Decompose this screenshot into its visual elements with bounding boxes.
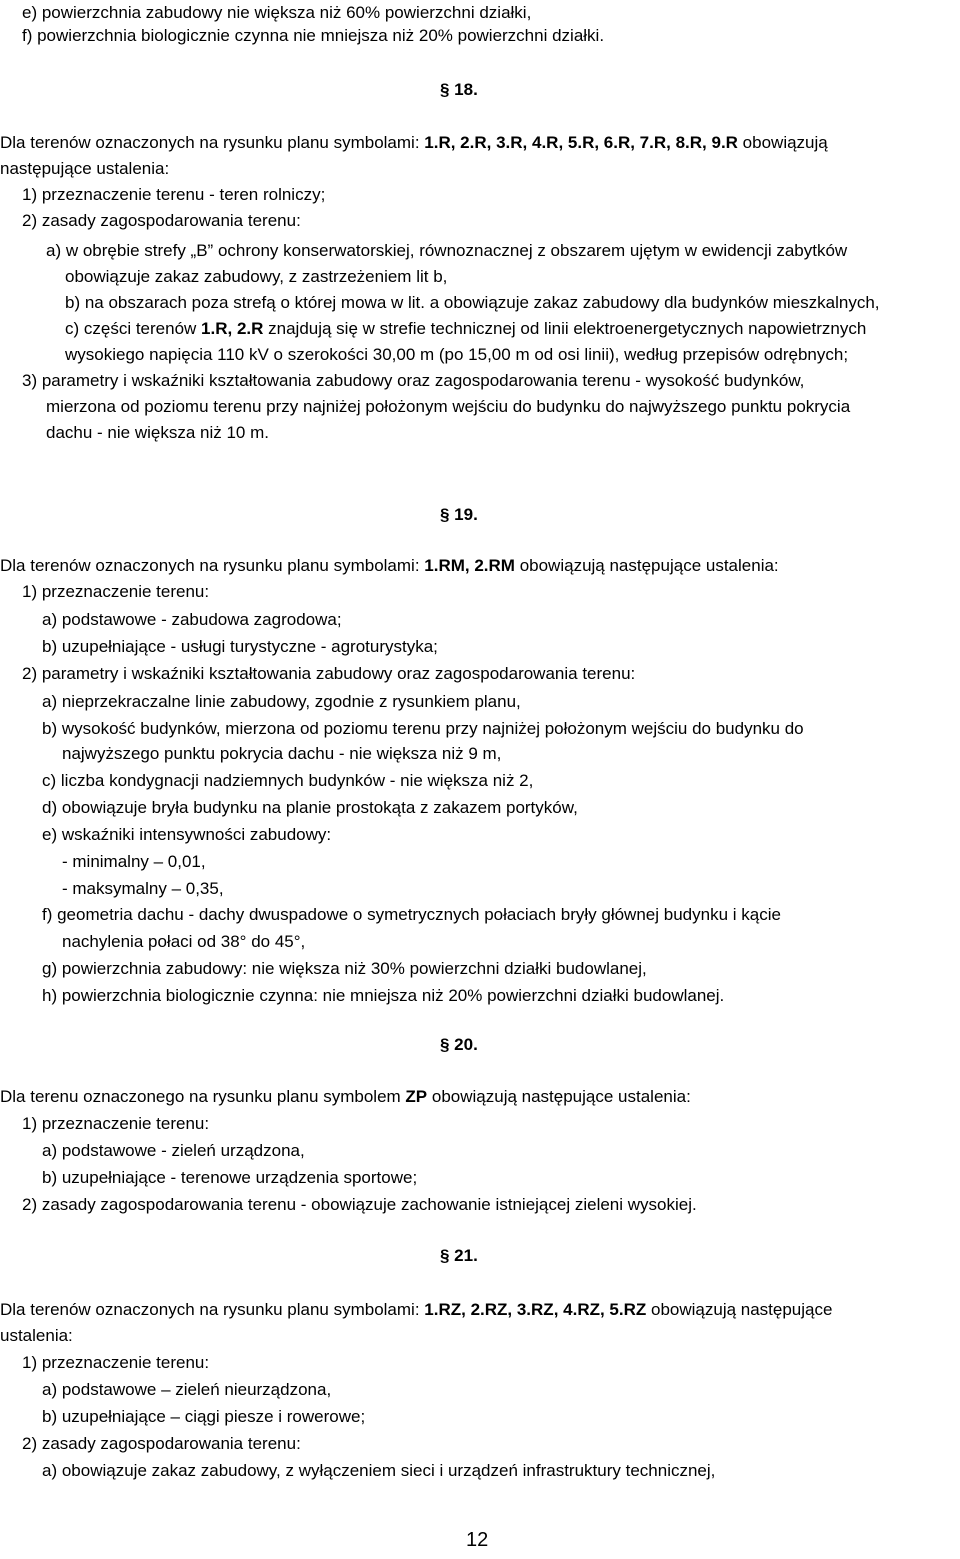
sub-item-c: c) liczba kondygnacji nadziemnych budynków - nie większa niż 2, [42,771,534,790]
sub-item-b: b) uzupełniające - terenowe urządzenia sportowe; [42,1168,418,1187]
sub-item-a: a) w obrębie strefy „B” ochrony konserwatorskiej, równoznacznej z obszarem ujętym w ewidencji zabytków [46,241,848,260]
sub-item-a: a) podstawowe - zieleń urządzona, [42,1141,305,1160]
sub-item-a: a) nieprzekraczalne linie zabudowy, zgodnie z rysunkiem planu, [42,692,521,711]
sub-item-f: f) geometria dachu - dachy dwuspadowe o symetrycznych połaciach bryły głównej budynku i kącie [42,905,781,924]
sub-item-c-cont: wysokiego napięcia 110 kV o szerokości 30,00 m (po 15,00 m od osi linii), według przepisów odrębnych; [65,345,849,364]
section-heading-18: § 18. [440,80,478,99]
page-number: 12 [466,1529,489,1551]
symbol-list: 1.R, 2.R [201,319,264,338]
section-18-intro: Dla terenów oznaczonych na rysunku planu symbolami: 1.R, 2.R, 3.R, 4.R, 5.R, 6.R, 7.R, 8.R, 9.R obowiązują [0,133,828,152]
symbol: ZP [405,1087,428,1106]
sub-item-e-max: - maksymalny – 0,35, [62,879,224,898]
section-heading-20: § 20. [440,1035,478,1054]
sub-item-b: b) wysokość budynków, mierzona od poziomu terenu przy najniżej położonym wejściu do budynku do [42,719,804,738]
sub-item-f-cont: nachylenia połaci od 38° do 45°, [62,932,306,951]
symbol-list: 1.RM, 2.RM [424,556,515,575]
list-item-1: 1) przeznaczenie terenu: [22,1114,210,1133]
sub-item-b: b) uzupełniające - usługi turystyczne - agroturystyka; [42,637,438,656]
list-item-1: 1) przeznaczenie terenu - teren rolniczy; [22,185,326,204]
list-item-1: 1) przeznaczenie terenu: [22,1353,210,1372]
sub-item-h: h) powierzchnia biologicznie czynna: nie mniejsza niż 20% powierzchni działki budowlanej. [42,986,725,1005]
sub-item-b: b) na obszarach poza strefą o której mowa w lit. a obowiązuje zakaz zabudowy dla budynków mieszkalnych, [65,293,880,312]
list-item-2: 2) zasady zagospodarowania terenu: [22,1434,301,1453]
section-21-intro-cont: ustalenia: [0,1326,73,1345]
sub-item-b: b) uzupełniające – ciągi piesze i rowerowe; [42,1407,366,1426]
sub-item-d: d) obowiązuje bryła budynku na planie prostokąta z zakazem portyków, [42,798,578,817]
sub-item-a: a) podstawowe – zieleń nieurządzona, [42,1380,332,1399]
list-item-2: 2) zasady zagospodarowania terenu - obowiązuje zachowanie istniejącej zieleni wysokiej. [22,1195,697,1214]
symbol-list: 1.RZ, 2.RZ, 3.RZ, 4.RZ, 5.RZ [424,1300,647,1319]
sub-item-c: c) części terenów 1.R, 2.R znajdują się w strefie technicznej od linii elektroenergetycznych napowietrznych [65,319,867,338]
section-21-intro: Dla terenów oznaczonych na rysunku planu symbolami: 1.RZ, 2.RZ, 3.RZ, 4.RZ, 5.RZ obowiązują następujące [0,1300,833,1319]
list-item-3-cont: dachu - nie większa niż 10 m. [46,423,269,442]
list-item-3: 3) parametry i wskaźniki kształtowania zabudowy oraz zagospodarowania terenu - wysokość budynków, [22,371,805,390]
list-item-e: e) powierzchnia zabudowy nie większa niż 60% powierzchni działki, [22,3,532,22]
section-19-intro: Dla terenów oznaczonych na rysunku planu symbolami: 1.RM, 2.RM obowiązują następujące ustalenia: [0,556,779,575]
sub-item-e: e) wskaźniki intensywności zabudowy: [42,825,332,844]
list-item-1: 1) przeznaczenie terenu: [22,582,210,601]
sub-item-e-min: - minimalny – 0,01, [62,852,206,871]
list-item-2: 2) zasady zagospodarowania terenu: [22,211,301,230]
list-item-3-cont: mierzona od poziomu terenu przy najniżej położonym wejściu do budynku do najwyższego punktu pokrycia [46,397,851,416]
section-18-intro-cont: następujące ustalenia: [0,159,170,178]
section-heading-19: § 19. [440,505,478,524]
sub-item-g: g) powierzchnia zabudowy: nie większa niż 30% powierzchni działki budowlanej, [42,959,647,978]
sub-item-a: a) obowiązuje zakaz zabudowy, z wyłączeniem sieci i urządzeń infrastruktury technicznej, [42,1461,716,1480]
sub-item-b-cont: najwyższego punktu pokrycia dachu - nie większa niż 9 m, [62,744,502,763]
section-20-intro: Dla terenu oznaczonego na rysunku planu symbolem ZP obowiązują następujące ustalenia: [0,1087,691,1106]
list-item-f: f) powierzchnia biologicznie czynna nie mniejsza niż 20% powierzchni działki. [22,26,605,45]
sub-item-a-cont: obowiązuje zakaz zabudowy, z zastrzeżeniem lit b, [65,267,448,286]
section-heading-21: § 21. [440,1246,478,1265]
symbol-list: 1.R, 2.R, 3.R, 4.R, 5.R, 6.R, 7.R, 8.R, 9.R [424,133,738,152]
sub-item-a: a) podstawowe - zabudowa zagrodowa; [42,610,342,629]
list-item-2: 2) parametry i wskaźniki kształtowania zabudowy oraz zagospodarowania terenu: [22,664,636,683]
